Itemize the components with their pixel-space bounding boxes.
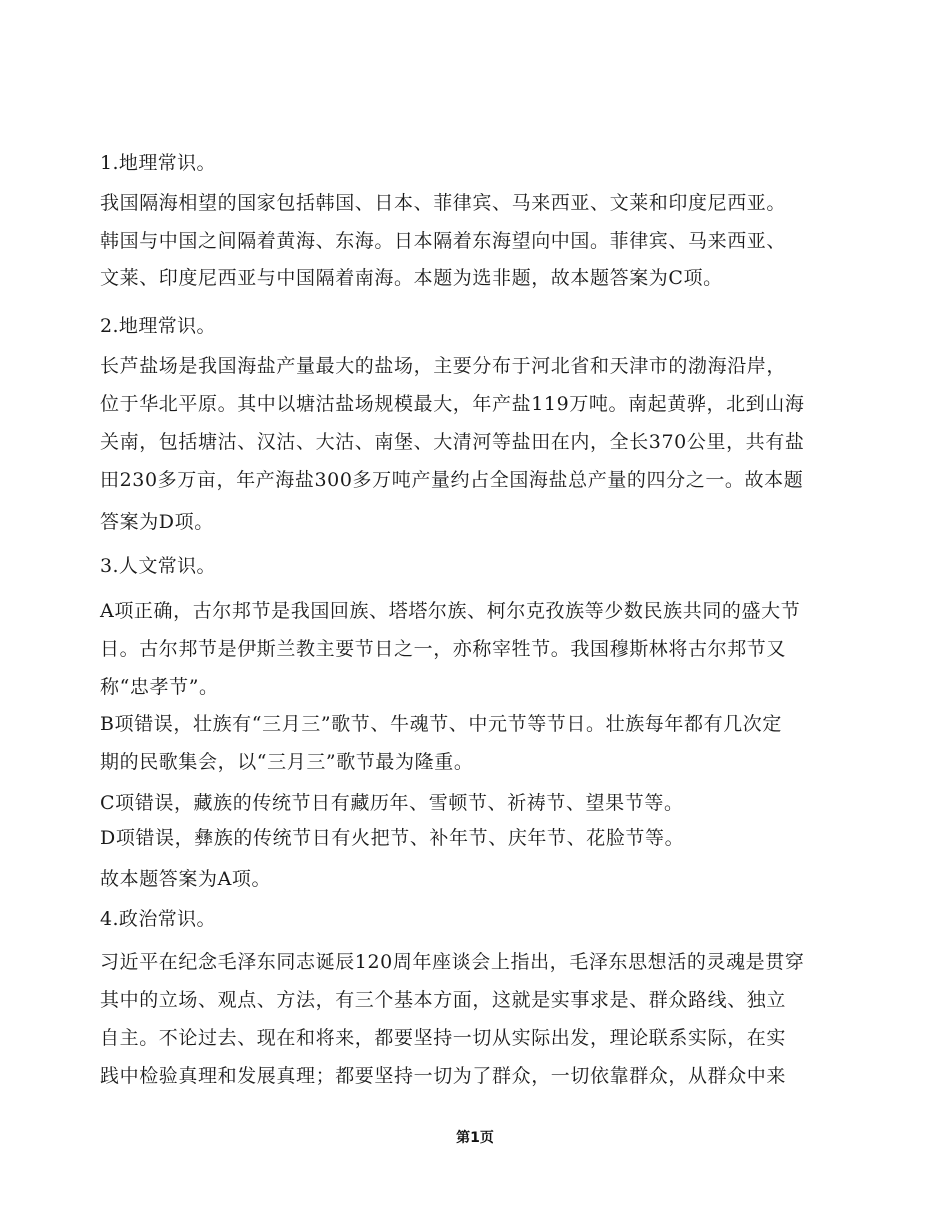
section-4-line-1: 习近平在纪念毛泽东同志诞辰120周年座谈会上指出，毛泽东思想活的灵魂是贯穿 [100, 951, 805, 973]
section-3-line-2: 日。古尔邦节是伊斯兰教主要节日之一，亦称宰牲节。我国穆斯林将古尔邦节又 [100, 638, 787, 660]
section-4-heading: 4.政治常识。 [100, 908, 216, 930]
section-2-line-5: 答案为D项。 [100, 511, 214, 533]
section-1-line-1: 我国隔海相望的国家包括韩国、日本、菲律宾、马来西亚、文莱和印度尼西亚。 [100, 192, 787, 214]
section-3-line-1: A项正确，古尔邦节是我国回族、塔塔尔族、柯尔克孜族等少数民族共同的盛大节 [100, 600, 801, 622]
section-2-line-2: 位于华北平原。其中以塘沽盐场规模最大，年产盐119万吨。南起黄骅，北到山海 [100, 393, 805, 415]
section-3-line-8: 故本题答案为A项。 [100, 868, 272, 890]
section-3-line-4: B项错误，壮族有“三月三”歌节、牛魂节、中元节等节日。壮族每年都有几次定 [100, 713, 782, 735]
section-3-line-5: 期的民歌集会，以“三月三”歌节最为隆重。 [100, 751, 474, 773]
section-3-heading: 3.人文常识。 [100, 555, 216, 577]
section-1-line-3: 文莱、印度尼西亚与中国隔着南海。本题为选非题，故本题答案为C项。 [100, 267, 723, 289]
section-3-line-3: 称“忠孝节”。 [100, 676, 219, 698]
section-3-line-7: D项错误，彝族的传统节日有火把节、补年节、庆年节、花脸节等。 [100, 827, 685, 849]
section-2-heading: 2.地理常识。 [100, 315, 216, 337]
section-4-line-2: 其中的立场、观点、方法，有三个基本方面，这就是实事求是、群众路线、独立 [100, 989, 787, 1011]
section-2-line-3: 关南，包括塘沽、汉沽、大沽、南堡、大清河等盐田在内，全长370公里，共有盐 [100, 431, 805, 453]
section-4-line-3: 自主。不论过去、现在和将来，都要坚持一切从实际出发，理论联系实际，在实 [100, 1027, 787, 1049]
section-2-line-4: 田230多万亩，年产海盐300多万吨产量约占全国海盐总产量的四分之一。故本题 [100, 469, 804, 491]
section-1-heading: 1.地理常识。 [100, 152, 216, 174]
section-2-line-1: 长芦盐场是我国海盐产量最大的盐场，主要分布于河北省和天津市的渤海沿岸， [100, 355, 787, 377]
section-1-line-2: 韩国与中国之间隔着黄海、东海。日本隔着东海望向中国。菲律宾、马来西亚、 [100, 230, 787, 252]
page-number: 第1页 [456, 1130, 494, 1146]
section-3-line-6: C项错误，藏族的传统节日有藏历年、雪顿节、祈祷节、望果节等。 [100, 792, 684, 814]
section-4-line-4: 践中检验真理和发展真理；都要坚持一切为了群众，一切依靠群众，从群众中来 [100, 1065, 787, 1087]
